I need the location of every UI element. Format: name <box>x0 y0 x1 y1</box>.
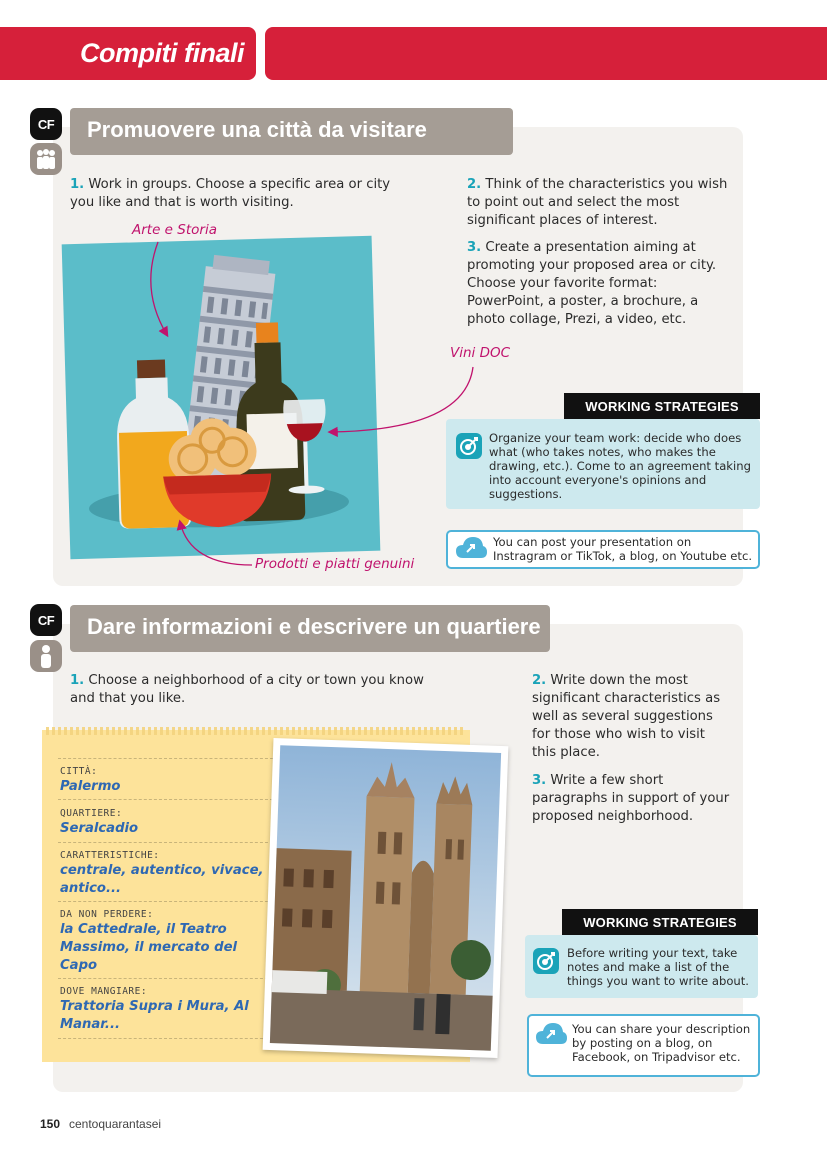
group-people-icon <box>30 143 62 175</box>
page-number: 150 <box>40 1117 61 1131</box>
note-value: Palermo <box>60 779 121 794</box>
page-title: Compiti finali <box>80 38 244 68</box>
note-value: Seralcadio <box>60 821 139 836</box>
single-person-icon <box>30 640 62 672</box>
label-vini-doc: Vini DOC <box>450 345 511 361</box>
cloud-share-icon <box>535 1022 567 1050</box>
italy-illustration <box>62 236 381 560</box>
note-label: QUARTIERE: <box>60 808 123 819</box>
target-icon <box>456 433 482 459</box>
page-number-word: centoquarantasei <box>69 1117 162 1131</box>
note-label: DA NON PERDERE: <box>60 909 154 920</box>
section1-title: Promuovere una città da visitare <box>70 108 513 155</box>
cathedral-photo <box>263 738 509 1058</box>
cf-badge: CF <box>30 108 62 140</box>
section2-step1: 1. Choose a neighborhood of a city or town you know and that you like. <box>70 673 424 706</box>
note-label: CARATTERISTICHE: <box>60 850 160 861</box>
cf-badge: CF <box>30 604 62 636</box>
section2-title: Dare informazioni e descrivere un quartiere <box>70 605 550 652</box>
working-strategies-heading: WORKING STRATEGIES <box>562 909 758 935</box>
header-title-banner <box>0 27 256 80</box>
target-icon <box>533 948 559 974</box>
section1-step3: 3. Create a presentation aiming at promoting your proposed area or city. Choose your favorite format: PowerPoint, a poster, a brochure, a photo collage, Prezi, a video, etc. <box>467 240 717 327</box>
working-strategies-heading: WORKING STRATEGIES <box>564 393 760 419</box>
note-value: la Cattedrale, il Teatro Massimo, il mercato del Capo <box>60 922 238 973</box>
section2-step2: 2. Write down the most significant characteristics as well as several suggestions for those who wish to visit this place. <box>532 673 721 760</box>
notepad-torn-edge <box>46 727 466 735</box>
section1-step1: 1. Work in groups. Choose a specific area or city you like and that is worth visiting. <box>70 177 391 210</box>
note-label: DOVE MANGIARE: <box>60 986 148 997</box>
note-label: CITTÀ: <box>60 766 98 777</box>
note-value: centrale, autentico, vivace, antico... <box>60 863 264 896</box>
cloud-share-icon <box>455 536 487 564</box>
working-strategies-text: Organize your team work: decide who does what (who takes notes, who makes the drawing, etc.). Come to an agreement taking into account everyone's opinions and suggestions. <box>489 431 751 501</box>
label-arte-storia: Arte e Storia <box>132 222 217 238</box>
section2-step3: 3. Write a few short paragraphs in support of your proposed neighborhood. <box>532 773 730 824</box>
section1-step2: 2. Think of the characteristics you wish to point out and select the most significant places of interest. <box>467 177 728 228</box>
note-value: Trattoria Supra i Mura, Al Manar... <box>60 999 249 1032</box>
share-text: You can post your presentation on Instragram or TikTok, a blog, on Youtube etc. <box>493 535 753 563</box>
label-prodotti-piatti: Prodotti e piatti genuini <box>255 556 415 572</box>
working-strategies-text: Before writing your text, take notes and make a list of the things you want to write about. <box>567 946 749 988</box>
header-right-banner <box>265 27 827 80</box>
share-text: You can share your description by posting on a blog, on Facebook, on Tripadvisor etc. <box>572 1022 751 1064</box>
